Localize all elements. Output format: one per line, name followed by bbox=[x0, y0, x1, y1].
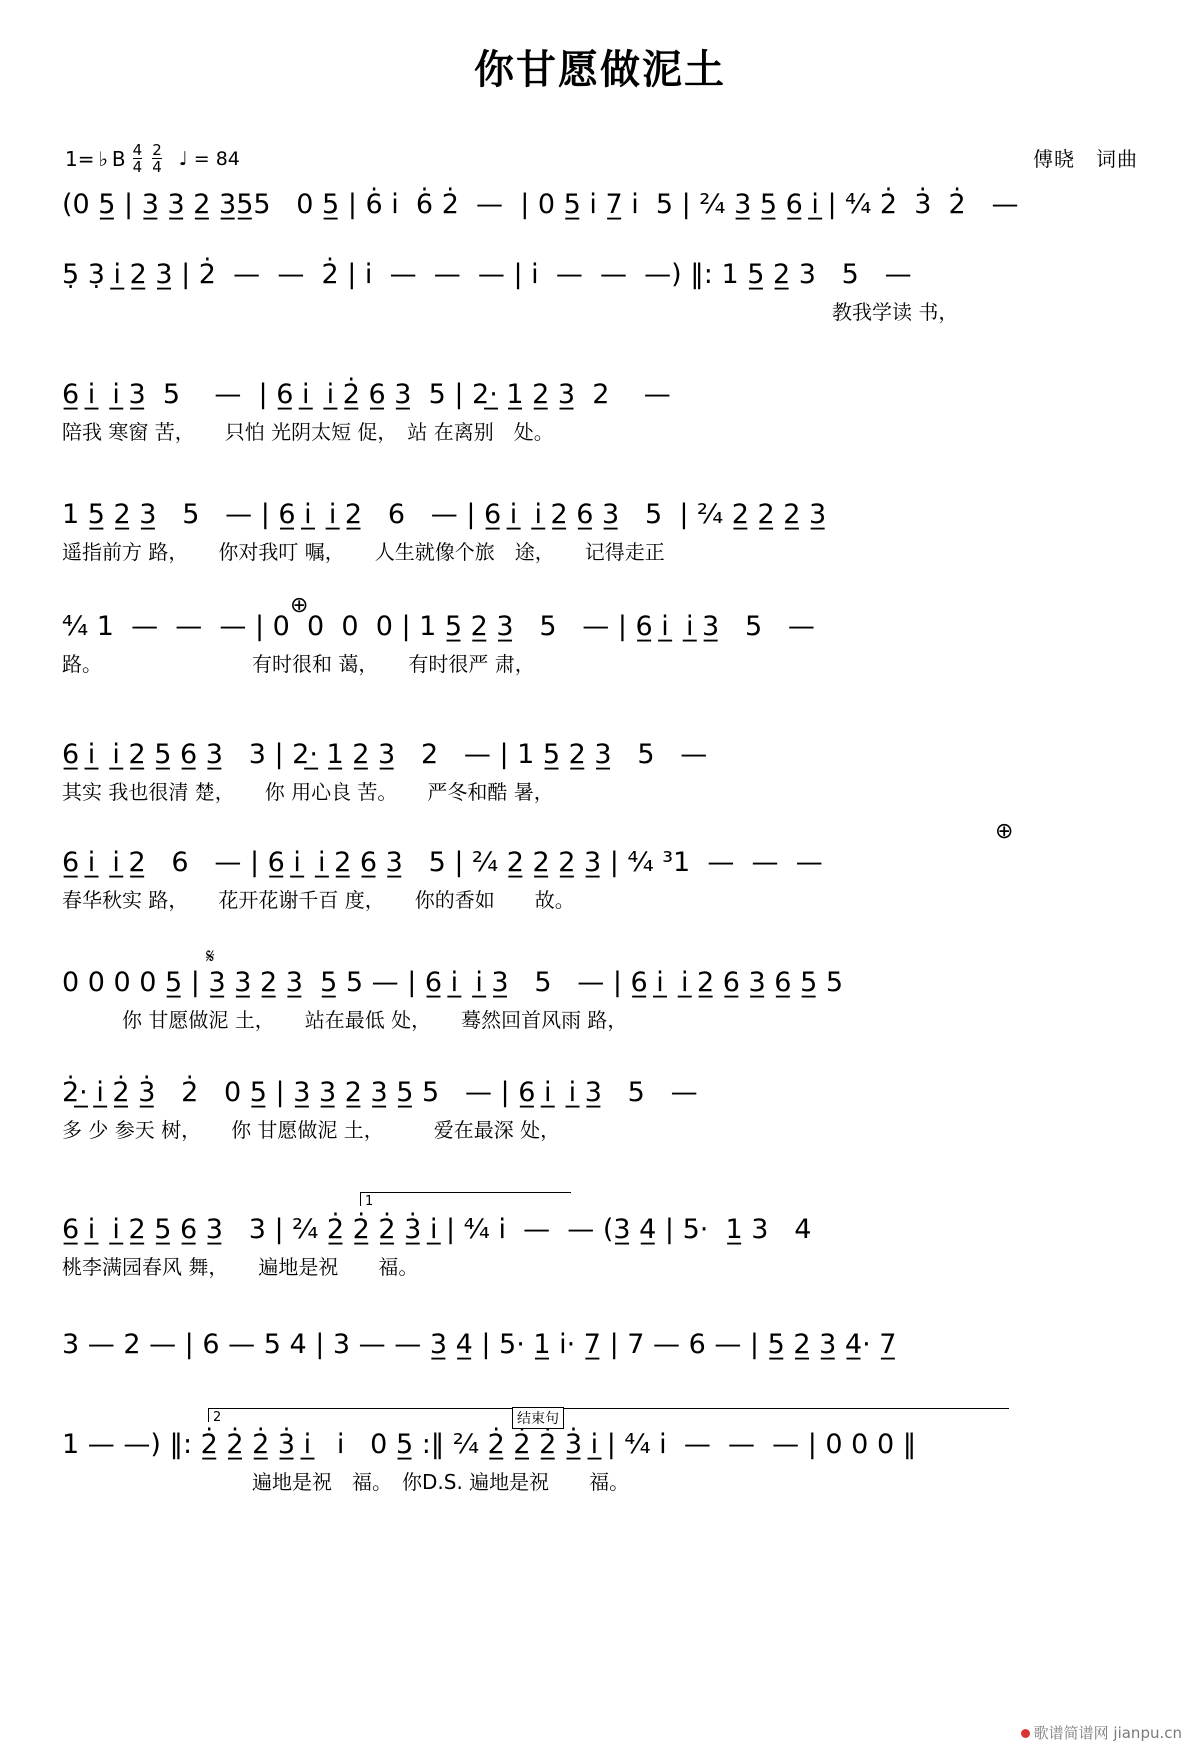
notes-line: ⁴⁄₄ 1 — — — | 0 0 0 0 | 1 5̲ 2̲ 3̲ 5 — | 6̲ i̲ i̲ 3̲ 5 — bbox=[62, 611, 815, 642]
volta-1-label: 1 bbox=[365, 1194, 374, 1209]
system-5 bbox=[62, 612, 1140, 677]
coda-icon: ⊕ bbox=[995, 818, 1014, 843]
lyrics-line: 遍地是祝 福。 你D.S. 遍地是祝 福。 bbox=[252, 1469, 630, 1494]
key-label: 1= bbox=[65, 147, 95, 171]
ending-section-label: 结束句 bbox=[512, 1407, 564, 1429]
volta-1-bracket bbox=[360, 1192, 571, 1206]
watermark-dot-icon bbox=[1021, 1729, 1030, 1738]
system-10 bbox=[62, 1215, 1140, 1280]
lyrics-line: 陪我 寒窗 苦， 只怕 光阴太短 促， 站 在离别 处。 bbox=[62, 419, 554, 444]
system-8 bbox=[62, 968, 1140, 1033]
system-11 bbox=[62, 1330, 1140, 1360]
page-title: 你甘愿做泥土 bbox=[474, 47, 726, 93]
notes-line: 3 — 2 — | 6 — 5 4 | 3 — — 3̲ 4̲ | 5· 1̲ i̇· 7̲ | 7 — 6 — | 5̲ 2̲ 3̲ 4̲· 7̲ bbox=[62, 1329, 897, 1360]
lyrics-line: 路。 有时很和 蔼， 有时很严 肃， bbox=[62, 651, 535, 676]
system-12 bbox=[62, 1430, 1140, 1495]
notes-line: 6̲ i̲ i̲ 3̲ 5 — | 6̲ i̲ i̲ 2̲̇ 6̲ 3̲ 5 | 2·̲ 1̲ 2̲ 3̲ 2 — bbox=[62, 379, 671, 410]
lyrics-line: 春华秋实 路， 花开花谢千百 度， 你的香如 故。 bbox=[62, 887, 575, 912]
segno-icon: 𝄋 bbox=[206, 944, 215, 968]
lyrics-line: 多 少 参天 树， 你 甘愿做泥 土， 爱在最深 处， bbox=[62, 1117, 561, 1142]
meter-2-4: $\frac{2}{4}$ bbox=[152, 141, 162, 176]
system-2 bbox=[62, 260, 1140, 325]
notes-line: 1 — —) ‖: 2̲̇ 2̲̇ 2̲̇ 3̲̇ i̲̇ i̇ 0 5̲ :‖ ²⁄₄ 2̲̇ 2̲̇ 2̲̇ 3̲̇ i̲̇ | ⁴⁄₄ i̇ — — — | 0 0 0 ‖ bbox=[62, 1429, 917, 1460]
notes-line: 6̲ i̲ i̲ 2̲ 6 — | 6̲ i̲ i̲ 2̲ 6̲ 3̲ 5 | ²⁄₄ 2̲ 2̲ 2̲ 3̲ | ⁴⁄₄ ³1 — — — bbox=[62, 847, 823, 878]
notes-line: 6̲ i̲ i̲ 2̲ 5̲ 6̲ 3̲ 3 | 2·̲ 1̲ 2̲ 3̲ 2 — | 1 5̲ 2̲ 3̲ 5 — bbox=[62, 739, 708, 770]
lyrics-line: 其实 我也很清 楚， 你 用心良 苦。 严冬和酷 暑， bbox=[62, 779, 554, 804]
system-1 bbox=[62, 190, 1140, 220]
composer-credit: 傅晓 词曲 bbox=[1033, 147, 1138, 171]
key-meter-tempo bbox=[65, 143, 240, 175]
system-3 bbox=[62, 380, 1140, 445]
system-6 bbox=[62, 740, 1140, 805]
tempo-marking: ♩ = 84 bbox=[178, 148, 240, 170]
system-9 bbox=[62, 1078, 1140, 1143]
key-accidental: ♭ bbox=[98, 147, 108, 171]
meter-4-4: $\frac{4}{4}$ bbox=[132, 141, 143, 176]
lyrics-line: 桃李满园春风 舞， 遍地是祝 福。 bbox=[62, 1254, 419, 1279]
site-watermark: 歌谱简谱网 jianpu.cn bbox=[1021, 1722, 1182, 1743]
notes-line: (0 5̲ | 3̲ 3̲ 2̲ 3̲5̲5 0 5̲ | 6̇ i̇ 6̇ 2̇ — | 0 5̲ i̇ 7̲ i̇ 5 | ²⁄₄ 3̲ 5̲ 6̲ i̲̇ | ⁴⁄₄ 2̇ 3̇ 2̇ — bbox=[62, 189, 1019, 220]
notes-line: 5̣ 3̣ i̲ 2̲ 3̲ | 2̇ — — 2̇ | i̇ — — — | i̇ — — —) ‖: 1 5̲ 2̲ 3 5 — bbox=[62, 259, 912, 290]
notes-line: 6̲ i̲ i̲ 2̲ 5̲ 6̲ 3̲ 3 | ²⁄₄ 2̲̇ 2̲̇ 2̲̇ 3̲̇ i̲̇ | ⁴⁄₄ i̇ — — (3̲ 4̲ | 5· 1̲ 3 4 bbox=[62, 1214, 812, 1245]
lyrics-line: 教我学读 书， bbox=[832, 299, 959, 324]
system-4 bbox=[62, 500, 1140, 565]
key-name: B bbox=[111, 147, 126, 171]
notes-line: 0 0 0 0 5̲ | 3̲ 3̲ 2̲ 3̲ 5̲ 5 — | 6̲ i̲ i̲ 3̲ 5 — | 6̲ i̲ i̲ 2̲ 6̲ 3̲ 6̲ 5̲ 5 bbox=[62, 967, 844, 998]
volta-2-bracket bbox=[208, 1408, 1009, 1422]
notes-line: 2̇·̲ i̲̇ 2̲̇ 3̲̇ 2̇ 0 5̲ | 3̲ 3̲ 2̲ 3̲ 5̲ 5 — | 6̲ i̲ i̲ 3̲ 5 — bbox=[62, 1077, 698, 1108]
coda-icon: ⊕ bbox=[290, 592, 309, 617]
notes-line: 1 5̲ 2̲ 3̲ 5 — | 6̲ i̲ i̲ 2̲ 6 — | 6̲ i̲ i̲ 2̲ 6̲ 3̲ 5 | ²⁄₄ 2̲ 2̲ 2̲ 3̲ bbox=[62, 499, 827, 530]
lyrics-line: 遥指前方 路， 你对我叮 嘱， 人生就像个旅 途， 记得走正 bbox=[62, 539, 665, 564]
lyrics-line: 你 甘愿做泥 土， 站在最低 处， 蓦然回首风雨 路， bbox=[62, 1007, 628, 1032]
system-7 bbox=[62, 848, 1140, 913]
volta-2-label: 2 bbox=[213, 1410, 222, 1425]
